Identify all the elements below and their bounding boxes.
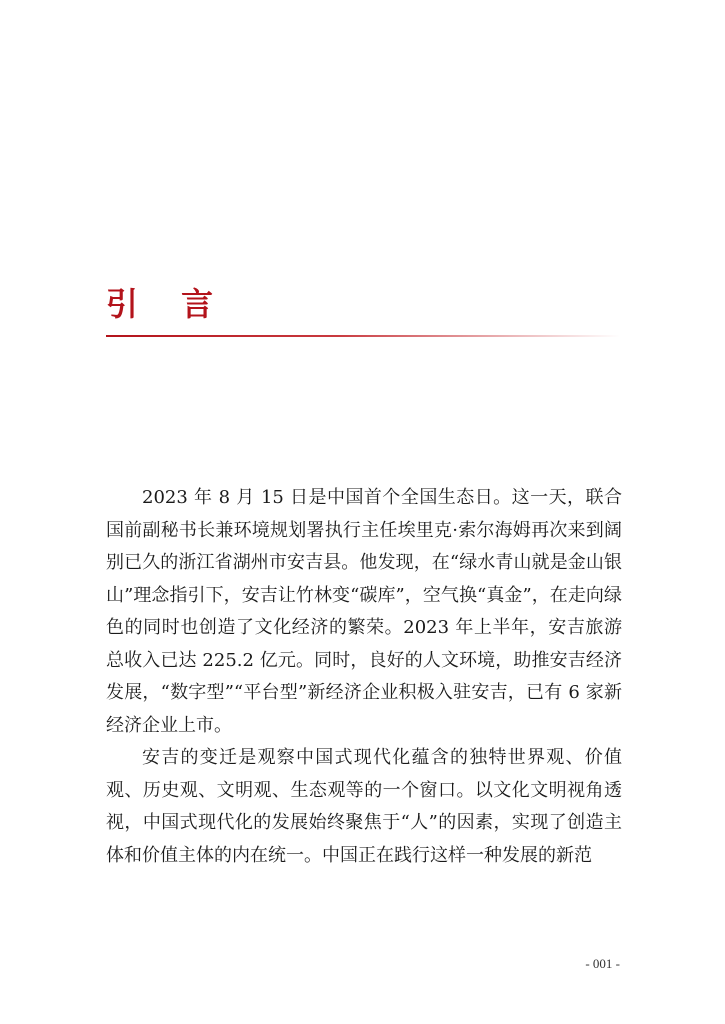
chapter-title: 引 言 <box>106 285 230 323</box>
title-divider <box>106 335 620 337</box>
page-number: - 001 - <box>585 956 620 971</box>
paragraph: 2023 年 8 月 15 日是中国首个全国生态日。这一天，联合国前副秘书长兼环境规划署执行主任埃里克·索尔海姆再次来到阔别已久的浙江省湖州市安吉县。他发现，在“绿水青山就是金山银山”理念指引下，安吉让竹林变“碳库”，空气换“真金”，在走向绿色的同时也创造了文化经济的繁荣。2023 年上半年，安吉旅游总收入已达 225.2 亿元。同时，良好的人文环境，助推安吉经济发展，“数字型”“平台型”新经济企业积极入驻安吉，已有 6 家新经济企业上市。 <box>106 487 622 736</box>
body-text <box>106 482 622 872</box>
paragraph: 安吉的变迁是观察中国式现代化蕴含的独特世界观、价值观、历史观、文明观、生态观等的一个窗口。以文化文明视角透视，中国式现代化的发展始终聚焦于“人”的因素，实现了创造主体和价值主体的内在统一。中国正在践行这样一种发展的新范 <box>106 747 622 866</box>
